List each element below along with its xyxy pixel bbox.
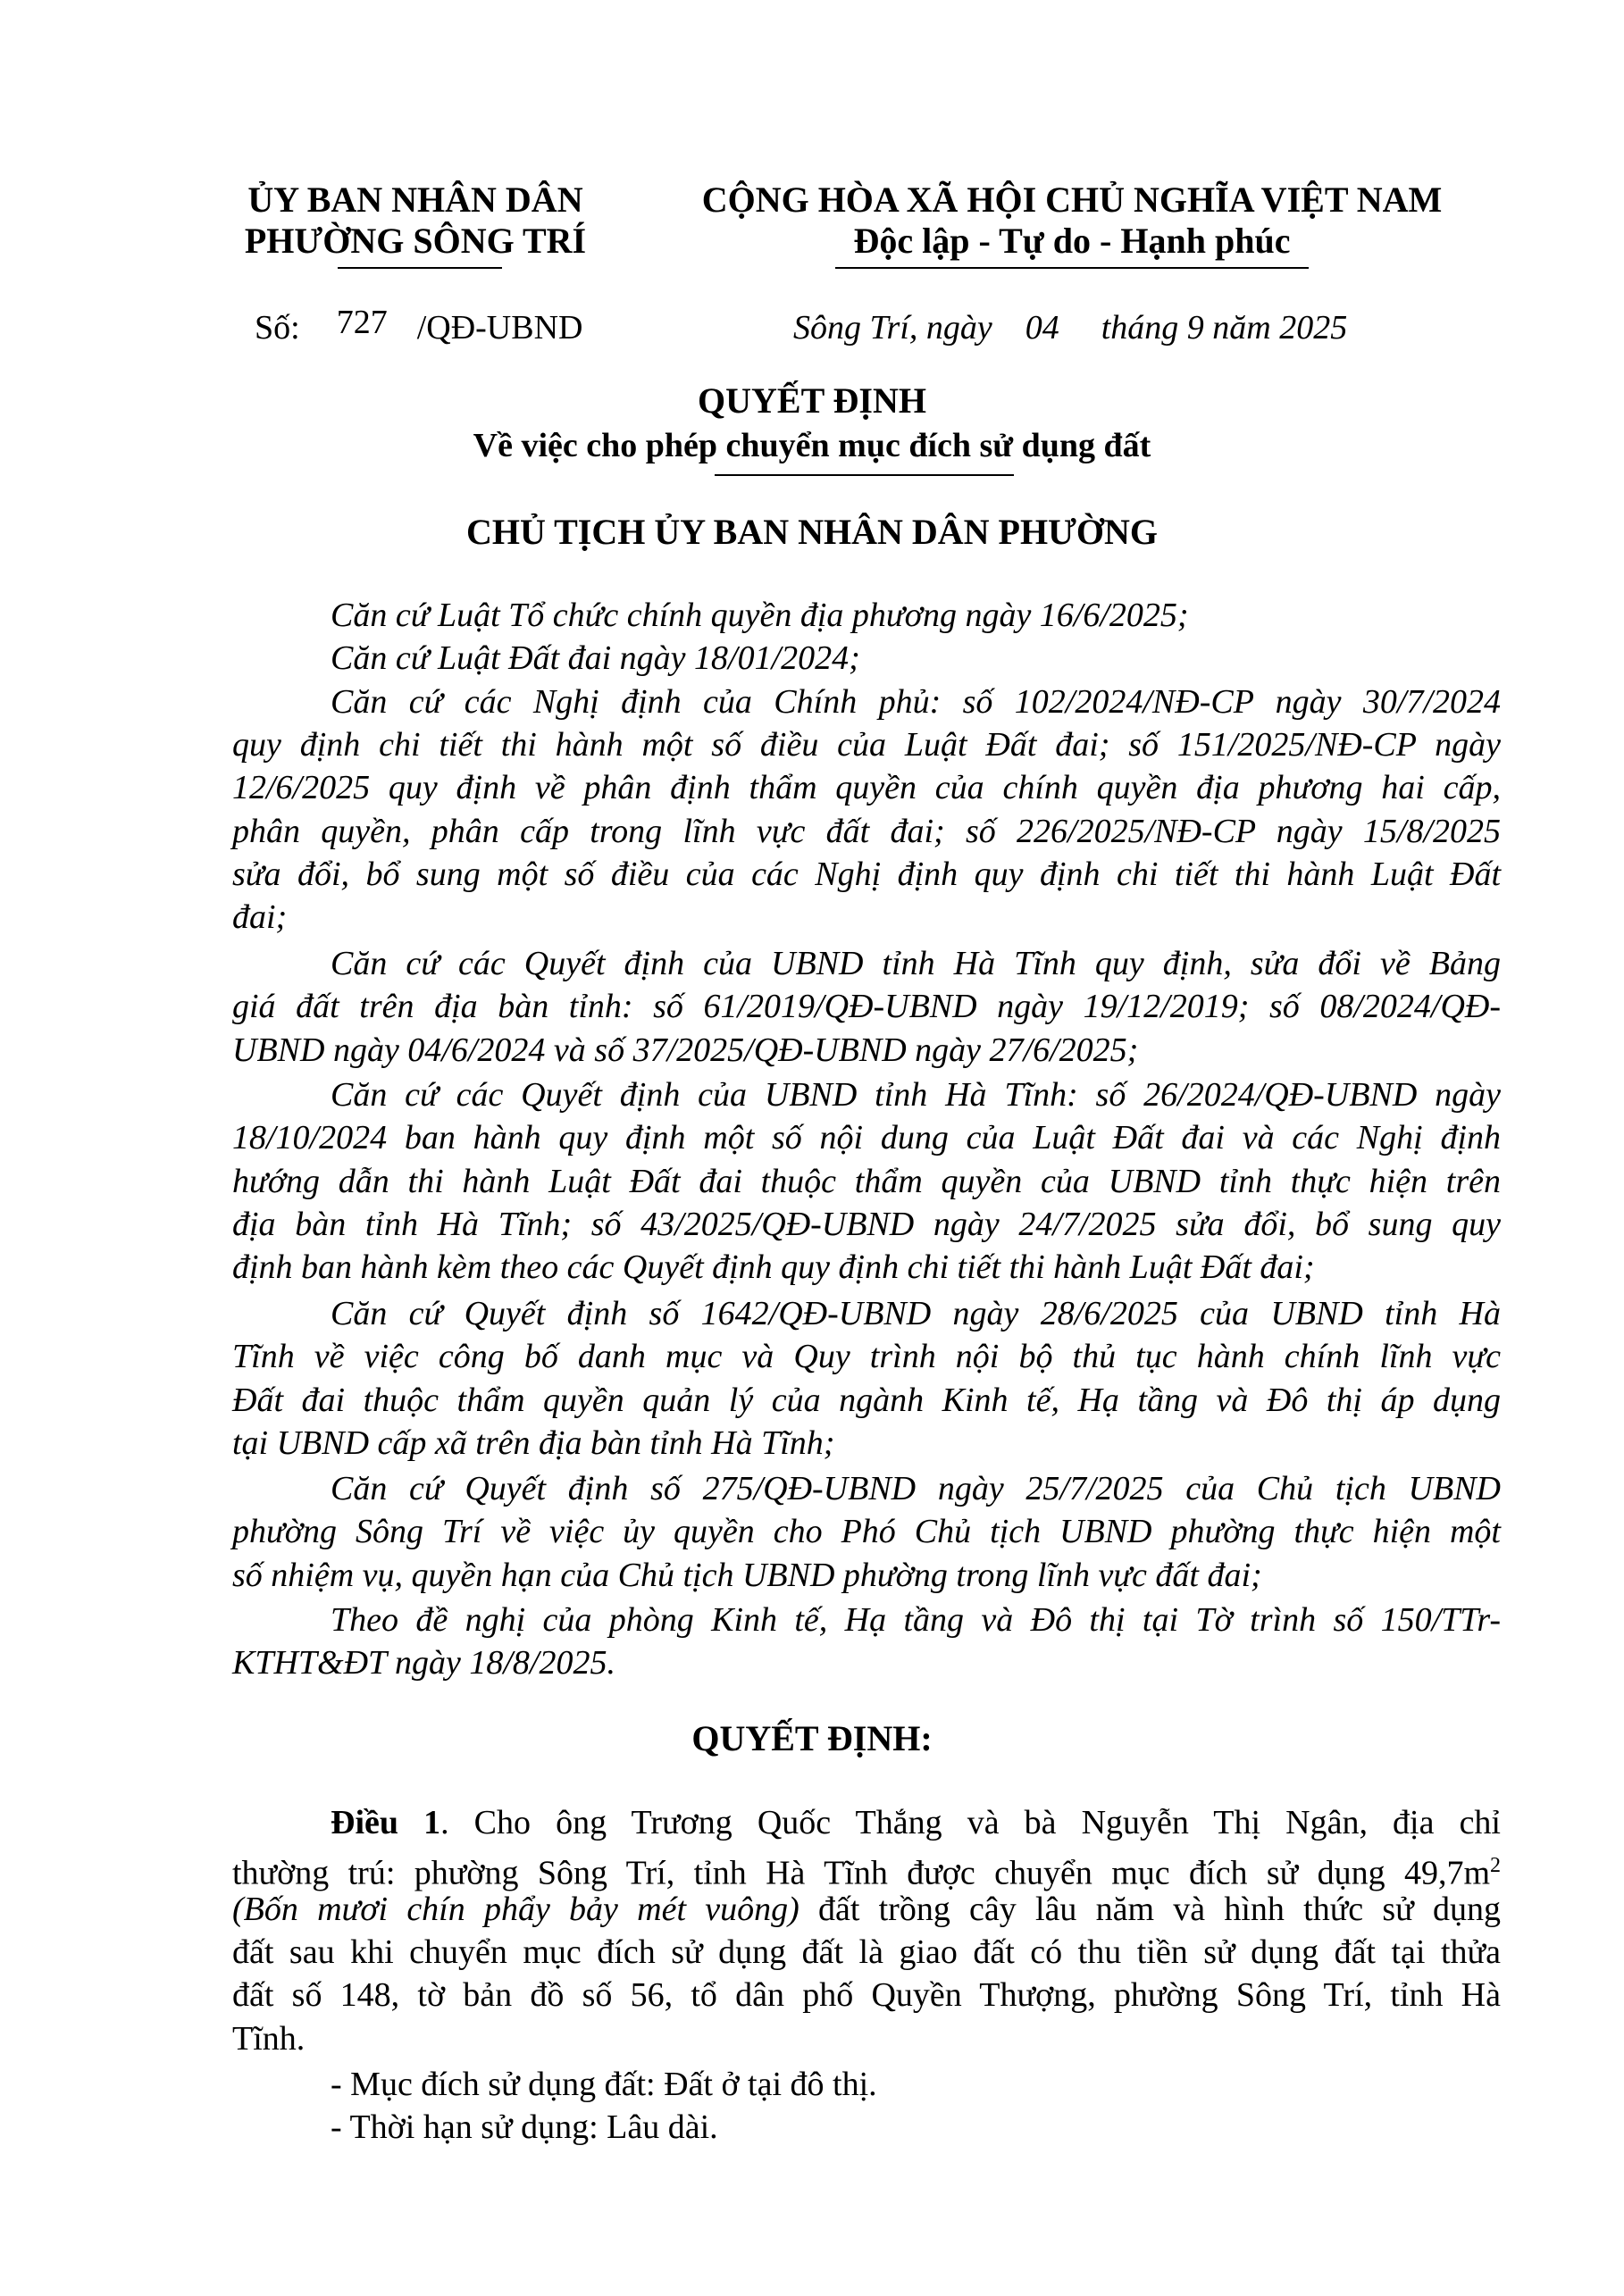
ground-line: Căn cứ Luật Tổ chức chính quyền địa phương ngày 16/6/2025; [331,597,1189,634]
ground-line: Căn cứ các Nghị định của Chính phủ: số 102/2024/NĐ-CP ngày 30/7/2024 [331,683,1501,721]
ground-line: địa bàn tỉnh Hà Tĩnh; số 43/2025/QĐ-UBND ngày 24/7/2025 sửa đổi, bổ sung quy [232,1206,1501,1243]
ground-line: số nhiệm vụ, quyền hạn của Chủ tịch UBND phường trong lĩnh vực đất đai; [232,1557,1262,1594]
article-1-line: Tĩnh. [232,2020,306,2058]
article-1-text: đất trồng cây lâu năm và hình thức sử dụng [799,1891,1501,1928]
article-1-text: thường trú: phường Sông Trí, tỉnh Hà Tĩnh được chuyển mục đích sử dụng 49,7m [232,1854,1490,1892]
nation-title: CỘNG HÒA XÃ HỘI CHỦ NGHĨA VIỆT NAM [701,180,1443,220]
issuing-authority: CHỦ TỊCH ỦY BAN NHÂN DÂN PHƯỜNG [465,512,1159,552]
place-date [793,308,1347,347]
ground-line: giá đất trên địa bàn tỉnh: số 61/2019/QĐ-UBND ngày 19/12/2019; số 08/2024/QĐ- [232,988,1501,1025]
ground-line: phân quyền, phân cấp trong lĩnh vực đất đai; số 226/2025/NĐ-CP ngày 15/8/2025 [232,813,1501,850]
ground-line: phường Sông Trí về việc ủy quyền cho Phó Chủ tịch UBND phường thực hiện một [232,1513,1501,1550]
ground-line: đai; [232,898,288,936]
place-date-prefix: Sông Trí, ngày [793,309,992,346]
article-1-line: đất sau khi chuyển mục đích sử dụng đất là giao đất có thu tiền sử dụng đất tại thửa [232,1933,1501,1971]
land-use-term: - Thời hạn sử dụng: Lâu dài. [331,2108,718,2146]
doc-number [255,304,583,347]
ground-line: Tĩnh về việc công bố danh mục và Quy trình nội bộ thủ tục hành chính lĩnh vực [232,1338,1501,1375]
agency-underline [338,267,502,269]
ground-line: UBND ngày 04/6/2024 và số 37/2025/QĐ-UBND ngày 27/6/2025; [232,1031,1139,1069]
doc-number-suffix: /QĐ-UBND [416,309,583,346]
nation-motto: Độc lập - Tự do - Hạnh phúc [853,221,1291,261]
agency-name-line2: PHƯỜNG SÔNG TRÍ [244,221,587,261]
article-1-line [331,1801,1501,1844]
ground-line: Căn cứ Quyết định số 1642/QĐ-UBND ngày 28/6/2025 của UBND tỉnh Hà [331,1295,1501,1332]
ground-line: Căn cứ các Quyết định của UBND tỉnh Hà Tĩnh quy định, sửa đổi về Bảng [331,945,1501,982]
doc-number-value: 727 [336,304,388,341]
land-use-purpose: - Mục đích sử dụng đất: Đất ở tại đô thị. [331,2066,877,2103]
document-subject: Về việc cho phép chuyển mục đích sử dụng đất [473,427,1151,464]
ground-line: 12/6/2025 quy định về phân định thẩm quyền của chính quyền địa phương hai cấp, [232,769,1501,806]
ground-line: KTHT&ĐT ngày 18/8/2025. [232,1644,615,1682]
ground-line: Căn cứ các Quyết định của UBND tỉnh Hà Tĩnh: số 26/2024/QĐ-UBND ngày [331,1076,1501,1114]
area-unit-superscript: 2 [1490,1854,1501,1877]
article-1-label: Điều 1 [331,1804,441,1841]
ground-line: tại UBND cấp xã trên địa bàn tỉnh Hà Tĩnh; [232,1424,835,1462]
ground-line: Căn cứ Luật Đất đai ngày 18/01/2024; [331,639,860,677]
article-1-line [232,1888,1501,1931]
ground-line: sửa đổi, bổ sung một số điều của các Nghị định quy định chi tiết thi hành Luật Đất [232,856,1501,893]
date-day: 04 [1025,309,1059,346]
ground-line: Đất đai thuộc thẩm quyền quản lý của ngành Kinh tế, Hạ tầng và Đô thị áp dụng [232,1382,1501,1419]
subject-underline [715,474,1014,476]
ground-line: Theo đề nghị của phòng Kinh tế, Hạ tầng và Đô thị tại Tờ trình số 150/TTr- [331,1601,1501,1639]
ground-line: 18/10/2024 ban hành quy định một số nội dung của Luật Đất đai và các Nghị định [232,1119,1501,1156]
article-1-line: đất số 148, tờ bản đồ số 56, tổ dân phố Quyền Thượng, phường Sông Trí, tỉnh Hà [232,1976,1501,2014]
decision-heading: QUYẾT ĐỊNH: [691,1718,933,1758]
date-month-year: tháng 9 năm 2025 [1101,309,1348,346]
ground-line: Căn cứ Quyết định số 275/QĐ-UBND ngày 25/7/2025 của Chủ tịch UBND [331,1470,1501,1507]
document-title: QUYẾT ĐỊNH [698,380,926,421]
ground-line: quy định chi tiết thi hành một số điều của Luật Đất đai; số 151/2025/NĐ-CP ngày [232,726,1501,764]
ground-line: hướng dẫn thi hành Luật Đất đai thuộc thẩm quyền của UBND tỉnh thực hiện trên [232,1163,1501,1200]
ground-line: định ban hành kèm theo các Quyết định quy định chi tiết thi hành Luật Đất đai; [232,1248,1315,1286]
motto-underline [835,267,1309,269]
doc-number-label: Số: [255,309,300,346]
article-1-text: . Cho ông Trương Quốc Thắng và bà Nguyễn Thị Ngân, địa chỉ [440,1804,1501,1841]
agency-name-line1: ỦY BAN NHÂN DÂN [247,180,583,220]
area-in-words: (Bốn mươi chín phẩy bảy mét vuông) [232,1891,799,1928]
